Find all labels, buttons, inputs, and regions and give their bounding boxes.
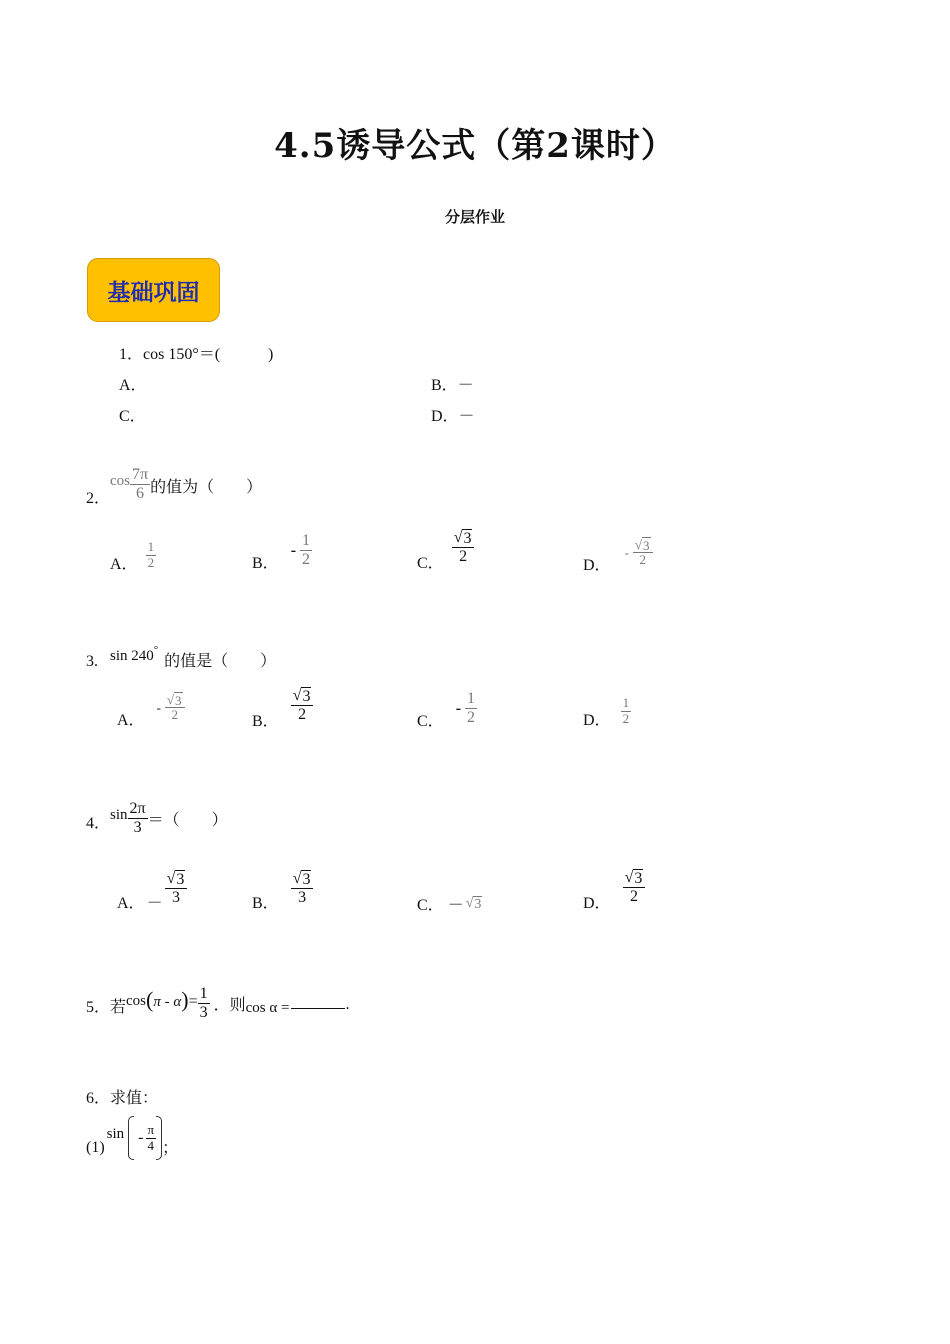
q2-c-radicand: 3 <box>463 530 472 548</box>
q4-d-den: 2 <box>629 888 638 906</box>
q2-b-label: B． <box>252 555 279 572</box>
q2-stem <box>86 461 262 508</box>
q1-option-c: C． <box>119 408 146 425</box>
q4-d-label: D． <box>583 895 611 912</box>
q6-p1-func: sin <box>106 1125 125 1142</box>
q3-a-radicand: 3 <box>175 693 182 709</box>
q5-target: cos α = <box>245 999 290 1016</box>
q3-d-fraction <box>621 696 632 726</box>
q2-b-den: 2 <box>302 551 311 568</box>
q5-stem <box>86 985 349 1022</box>
q4-stem <box>86 800 228 837</box>
q1-stem: 1．cos 150°＝( ) <box>119 346 274 363</box>
q4-c-label: C． <box>417 897 444 914</box>
q3-c-sign: - <box>455 699 462 717</box>
q4-c-sqrt: √ 3 <box>465 895 482 912</box>
q4-b-radicand: 3 <box>302 871 311 889</box>
q5-inner: π - α <box>153 993 182 1010</box>
q2-a-den: 2 <box>147 555 155 570</box>
q3-b-den: 2 <box>298 706 307 724</box>
q5-eq: = <box>188 993 198 1011</box>
q3-stem <box>86 645 276 668</box>
q3-c-den: 2 <box>467 709 476 726</box>
q3-c-num: 1 <box>467 690 476 708</box>
q2-c-sqrt: √ 3 <box>453 529 472 548</box>
q2-d-den: 2 <box>639 552 646 568</box>
q1-option-a: A． <box>119 377 147 394</box>
q6-p1-sign: - <box>138 1129 144 1146</box>
q5-rparen: ) <box>181 987 189 1013</box>
q2-d-radicand: 3 <box>643 538 650 554</box>
q3-degree: ° <box>153 644 159 656</box>
q2-c-fraction <box>452 529 475 566</box>
q6-p1-num: π <box>147 1121 155 1137</box>
q2-option-d <box>583 530 653 575</box>
q3-b-label: B． <box>252 713 279 730</box>
page-subtitle: 分层作业 <box>444 208 505 226</box>
q3-option-b <box>252 680 313 731</box>
q4-fraction <box>128 800 148 837</box>
q1-option-d: D．－ <box>431 408 475 425</box>
q3-option-c <box>417 686 477 731</box>
q4-a-sign: － <box>146 895 163 912</box>
q4-option-c <box>417 892 482 915</box>
q3-c-fraction <box>465 690 477 727</box>
q3-a-fraction <box>165 692 185 723</box>
q5-frac-den: 3 <box>199 1003 208 1021</box>
q5-frac-num: 1 <box>199 985 208 1002</box>
q2-d-sign: - <box>624 544 629 560</box>
q3-number: 3. <box>86 653 98 670</box>
q5-fraction <box>198 985 210 1022</box>
q5-end: . <box>345 996 350 1014</box>
q2-option-c <box>417 522 474 573</box>
q3-b-radicand: 3 <box>302 688 311 706</box>
q4-a-fraction <box>165 870 188 907</box>
q3-b-fraction <box>291 687 314 724</box>
q1-option-b: B．－ <box>431 377 474 394</box>
q3-d-num: 1 <box>622 695 630 711</box>
q4-option-d <box>583 862 645 913</box>
q6-p1-den: 4 <box>147 1137 155 1153</box>
q4-b-den: 3 <box>298 889 307 907</box>
q6-p1-label: (1) <box>86 1139 105 1156</box>
q4-frac-num: 2π <box>129 800 146 817</box>
q4-d-sqrt: √ 3 <box>624 869 643 888</box>
q5-prefix: 5．若 <box>86 998 127 1016</box>
q6-p1-fraction <box>146 1123 157 1153</box>
q2-d-fraction <box>633 537 653 568</box>
q3-suffix: 的值是（ ） <box>164 653 277 670</box>
q2-a-fraction <box>146 540 157 570</box>
q4-number: 4． <box>86 814 111 832</box>
q2-b-num: 1 <box>302 532 311 550</box>
q5-mid: ．则 <box>213 996 246 1014</box>
q4-frac-den: 3 <box>133 818 142 836</box>
q4-b-sqrt: √ 3 <box>292 870 311 889</box>
q6-stem: 6．求值： <box>86 1090 159 1107</box>
q2-d-label: D． <box>583 557 611 574</box>
q2-frac-num: 7π <box>132 466 149 484</box>
q2-a-num: 1 <box>147 539 155 555</box>
q2-c-den: 2 <box>459 548 468 566</box>
q4-a-den: 3 <box>171 889 180 907</box>
q2-b-sign: - <box>290 541 297 559</box>
q3-c-label: C． <box>417 713 444 730</box>
q4-b-label: B． <box>252 895 279 912</box>
q3-a-sign: - <box>156 699 161 715</box>
q4-d-fraction <box>623 869 646 906</box>
q6-part-1 <box>86 1116 178 1160</box>
q4-option-b <box>252 864 313 913</box>
q2-number: 2． <box>86 490 111 507</box>
q2-option-b <box>252 528 312 573</box>
q2-fraction <box>130 466 150 503</box>
q2-a-label: A． <box>110 556 138 573</box>
q2-suffix: 的值为（ ） <box>150 479 263 496</box>
q4-option-a <box>117 864 187 913</box>
q4-a-radicand: 3 <box>176 871 185 889</box>
q2-c-label: C． <box>417 555 444 572</box>
q3-expr: sin 240 <box>110 648 154 664</box>
q3-d-den: 2 <box>622 711 630 726</box>
q6-p1-lparen <box>128 1116 134 1160</box>
q4-a-sqrt: √ 3 <box>166 870 185 889</box>
q5-lparen: ( <box>146 987 154 1013</box>
q2-b-fraction <box>300 532 312 569</box>
q3-option-a <box>117 685 185 730</box>
q2-func: cos <box>110 473 131 489</box>
q4-b-fraction <box>291 870 314 907</box>
q3-d-label: D． <box>583 712 611 729</box>
q3-a-den: 2 <box>171 707 178 723</box>
q4-c-sign: － <box>447 897 464 914</box>
page-title: 4.5诱导公式（第2课时） <box>274 126 676 166</box>
q4-d-radicand: 3 <box>634 870 643 888</box>
q4-a-label: A． <box>117 895 145 912</box>
q5-answer-blank <box>291 1008 345 1009</box>
q5-func: cos <box>126 992 147 1009</box>
q2-d-sqrt: √ 3 <box>634 536 650 554</box>
q4-func: sin <box>110 806 128 823</box>
q3-a-label: A． <box>117 712 145 729</box>
q3-option-d <box>583 693 631 730</box>
section-badge: 基础巩固 <box>87 258 220 322</box>
q2-frac-den: 6 <box>136 485 145 502</box>
q4-c-radicand: 3 <box>474 896 482 912</box>
q6-p1-end: ； <box>162 1139 179 1157</box>
q3-b-sqrt: √ 3 <box>292 687 311 706</box>
q4-suffix: ＝（ ） <box>147 811 228 829</box>
q2-option-a <box>110 537 156 574</box>
q3-a-sqrt: √ 3 <box>166 691 182 709</box>
